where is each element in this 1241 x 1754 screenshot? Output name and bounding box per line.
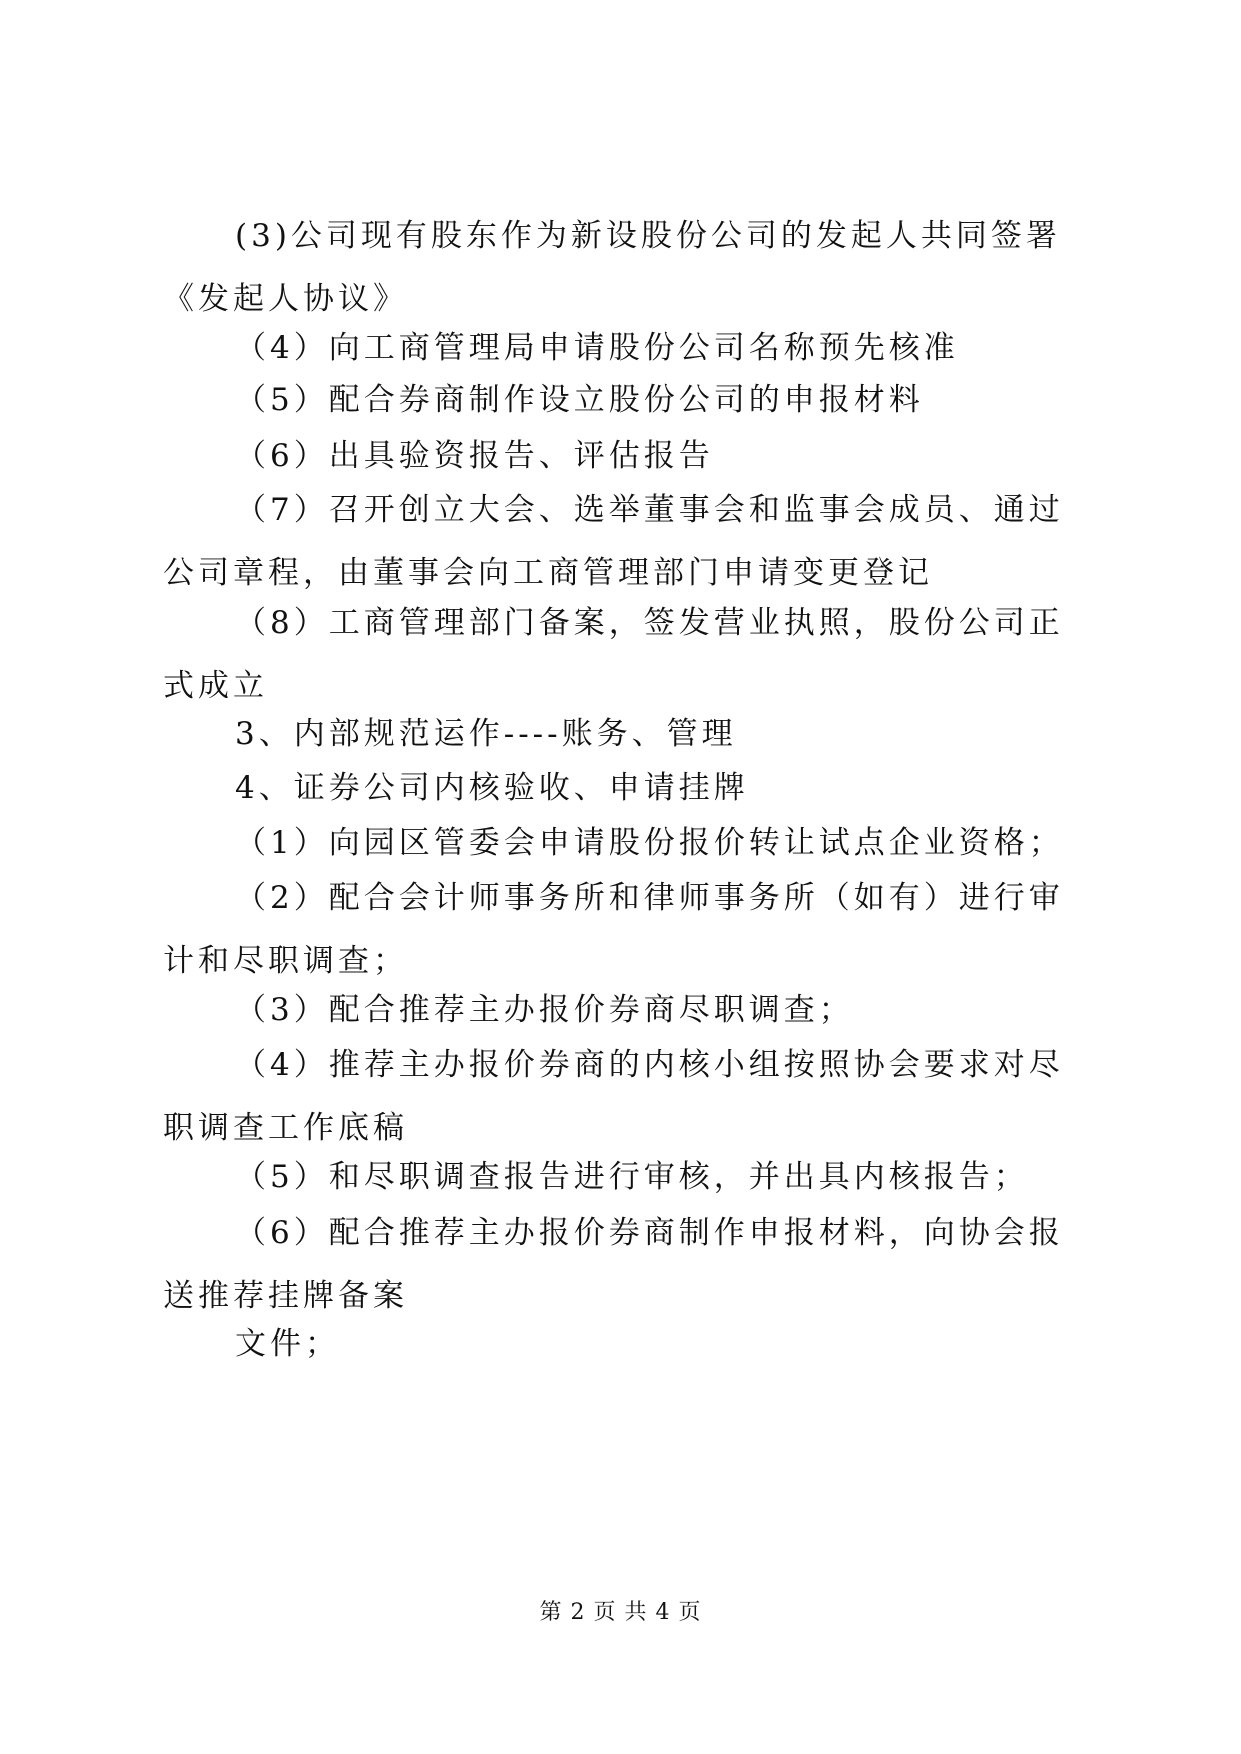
section-heading: 3、内部规范运作----账务、管理 [235,716,737,752]
paragraph: （7）召开创立大会、选举董事会和监事会成员、通过公司章程，由董事会向工商管理部门申请变更登记 [163,492,1064,591]
paragraph: （3）配合推荐主办报价券商尽职调查； [235,992,854,1028]
paragraph: （5）和尽职调查报告进行审核，并出具内核报告； [235,1159,1029,1195]
paragraph: （8）工商管理部门备案，签发营业执照，股份公司正式成立 [163,605,1064,704]
paragraph: （6）出具验资报告、评估报告 [235,438,714,474]
section-heading: 4、证券公司内核验收、申请挂牌 [235,770,749,806]
paragraph: （1）向园区管委会申请股份报价转让试点企业资格； [235,825,1064,861]
paragraph: （2）配合会计师事务所和律师事务所（如有）进行审计和尽职调查； [163,880,1064,979]
paragraph: (3)公司现有股东作为新设股份公司的发起人共同签署《发起人协议》 [163,218,1061,317]
paragraph: （4）向工商管理局申请股份公司名称预先核准 [235,330,959,366]
paragraph: 文件； [235,1326,340,1362]
page-footer: 第 2 页 共 4 页 [539,1600,702,1625]
paragraph: （5）配合券商制作设立股份公司的申报材料 [235,382,924,418]
paragraph: （4）推荐主办报价券商的内核小组按照协会要求对尽职调查工作底稿 [163,1047,1064,1146]
paragraph: （6）配合推荐主办报价券商制作申报材料，向协会报送推荐挂牌备案 [163,1215,1064,1314]
